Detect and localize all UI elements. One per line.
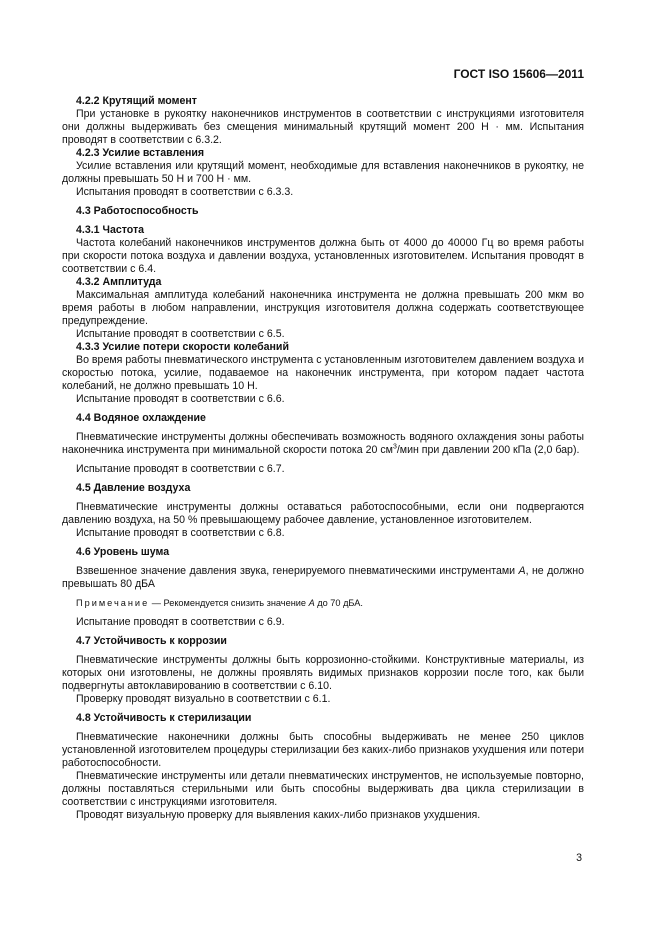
section-4-3-1-text: Частота колебаний наконечников инструментов должна быть от 4000 до 40000 Гц во время работы при скорости потока воздуха и давлении воздуха, установленных изготовителем. Испытания проводят в соответствии с 6.4. (62, 237, 584, 275)
section-4-2-2-title: 4.2.2 Крутящий момент (76, 95, 197, 107)
section-4-5-title: 4.5 Давление воздуха (76, 482, 191, 494)
section-4-7-title: 4.7 Устойчивость к коррозии (76, 635, 227, 647)
section-4-2-3-text: Усилие вставления или крутящий момент, необходимые для вставления наконечников в рукоятку, не должны превышать 50 Н и 700 Н · мм. (62, 160, 584, 185)
section-4-8-text-2: Пневматические инструменты или детали пневматических инструментов, не используемые повторно, должны поставляться стерильными или быть способны выдерживать два цикла стерилизации в соответствии с инструкциями изготовителя. (62, 770, 584, 808)
document-header-id: ГОСТ ISO 15606—2011 (453, 67, 584, 81)
section-4-3-1-title: 4.3.1 Частота (76, 224, 145, 236)
section-4-7-text: Пневматические инструменты должны быть коррозионно-стойкими. Конструктивные материалы, из которых они изготовлены, не должны проявлять видимых признаков коррозии после того, как были подвергнуты автоклавированию в соответствии с 6.10. (62, 654, 584, 692)
section-4-8-test: Проводят визуальную проверку для выявления каких-либо признаков ухудшения. (76, 809, 481, 821)
section-4-5-text: Пневматические инструменты должны оставаться работоспособными, если они подвергаются давлению воздуха, на 50 % превышающему рабочее давление, установленное изготовителем. (62, 501, 584, 526)
section-4-6-note: Примечание — Рекомендуется снизить значение А до 70 дБА. (76, 598, 363, 608)
section-4-8-text-1: Пневматические наконечники должны быть способны выдерживать не менее 250 циклов установленной изготовителем процедуры стерилизации без каких-либо признаков ухудшения или потери работоспособности. (62, 731, 584, 769)
section-4-2-3-title: 4.2.3 Усилие вставления (76, 147, 205, 159)
section-4-5-test: Испытание проводят в соответствии с 6.8. (76, 527, 285, 539)
section-4-3-title: 4.3 Работоспособность (76, 205, 199, 217)
section-4-7-test: Проверку проводят визуально в соответствии с 6.1. (76, 693, 331, 705)
section-4-3-3-text: Во время работы пневматического инструмента с установленным изготовителем давлением воздуха и скоростью потока, усилие, подаваемое на наконечник инструмента, при котором падает частота колебаний, не должно превышать 10 Н. (62, 354, 584, 392)
section-4-6-text: Взвешенное значение давления звука, генерируемого пневматическими инструментами А, не должно превышать 80 дБА (62, 565, 584, 590)
page-number: 3 (576, 852, 582, 864)
section-4-8-title: 4.8 Устойчивость к стерилизации (76, 712, 252, 724)
section-4-3-3-title: 4.3.3 Усилие потери скорости колебаний (76, 341, 289, 353)
section-4-2-2-text: При установке в рукоятку наконечников инструментов в соответствии с инструкциями изготовителя они должны выдерживать без смещения минимальный крутящий момент 200 Н · мм. Испытания проводят в соответствии с 6.3.2. (62, 108, 584, 146)
section-4-3-2-test: Испытание проводят в соответствии с 6.5. (76, 328, 285, 340)
section-4-6-title: 4.6 Уровень шума (76, 546, 170, 558)
document-body (62, 95, 584, 822)
section-4-4-text: Пневматические инструменты должны обеспечивать возможность водяного охлаждения зоны работы наконечника инструмента при минимальной скорости потока 20 $см^3$/мин при давлении 200 кПа (2,0 бар). (62, 431, 584, 456)
section-4-3-3-test: Испытание проводят в соответствии с 6.6. (76, 393, 285, 405)
section-4-3-2-text: Максимальная амплитуда колебаний наконечника инструмента не должна превышать 200 мкм во время работы в любом направлении, инструкция изготовителя должна содержать соответствующее предупреждение. (62, 289, 584, 327)
section-4-3-2-title: 4.3.2 Амплитуда (76, 276, 162, 288)
section-4-4-test: Испытание проводят в соответствии с 6.7. (76, 463, 285, 475)
section-4-2-3-test: Испытания проводят в соответствии с 6.3.3. (76, 186, 294, 198)
section-4-6-test: Испытание проводят в соответствии с 6.9. (76, 616, 285, 628)
section-4-4-title: 4.4 Водяное охлаждение (76, 412, 206, 424)
